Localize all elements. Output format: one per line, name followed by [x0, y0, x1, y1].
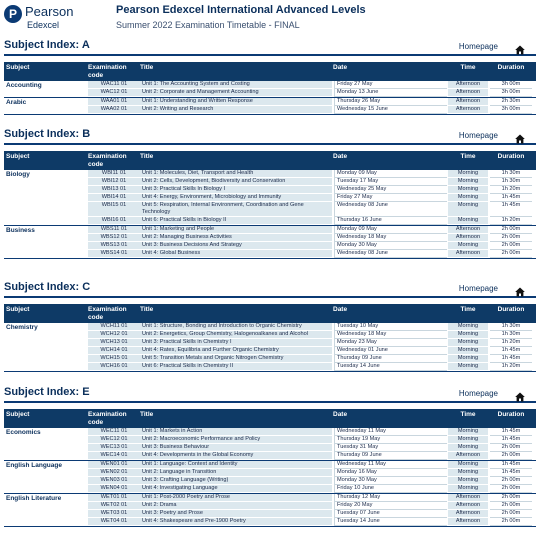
exam-duration: 1h 45m — [490, 347, 532, 355]
exam-date: Tuesday 14 June — [334, 518, 447, 526]
exam-duration: 2h 00m — [490, 502, 532, 510]
column-header-subject: Subject — [6, 153, 30, 160]
unit-title: Unit 4: Investigating Language — [140, 485, 332, 493]
exam-session: Morning — [448, 428, 488, 436]
exam-date: Thursday 12 May — [334, 494, 447, 502]
unit-title: Unit 1: Structure, Bonding and Introduction to Organic Chemistry — [140, 323, 332, 331]
homepage-link[interactable]: Homepage — [458, 284, 498, 293]
exam-duration: 2h 00m — [490, 242, 532, 250]
exam-duration: 3h 00m — [490, 81, 532, 89]
unit-title: Unit 2: Cells, Development, Biodiversity and Conservation — [140, 178, 332, 186]
exam-code: WEC11 01 — [88, 428, 140, 436]
exam-date: Wednesday 11 May — [334, 461, 447, 469]
column-header-subject: Subject — [6, 64, 30, 71]
exam-session: Afternoon — [448, 494, 488, 502]
exam-date: Monday 09 May — [334, 226, 447, 234]
unit-title: Unit 1: Understanding and Written Response — [140, 98, 332, 106]
table-row — [4, 250, 536, 258]
document-title: Pearson Edexcel International Advanced Levels — [116, 4, 366, 16]
column-header-time: Time — [460, 64, 476, 71]
section-title: Subject Index: E — [4, 386, 90, 398]
table-row — [4, 363, 536, 371]
exam-date: Friday 20 May — [334, 502, 447, 510]
subject-group — [4, 226, 536, 259]
unit-title: Unit 2: Managing Business Activities — [140, 234, 332, 242]
section-header — [4, 39, 536, 56]
table-row — [4, 178, 536, 186]
exam-date: Tuesday 10 May — [334, 323, 447, 331]
home-icon[interactable] — [515, 42, 525, 52]
section-title: Subject Index: B — [4, 128, 91, 140]
exam-code: WAC11 01 — [88, 81, 140, 89]
home-icon[interactable] — [515, 389, 525, 399]
exam-session: Morning — [448, 186, 488, 194]
section-header — [4, 281, 536, 298]
exam-code: WET01 01 — [88, 494, 140, 502]
pearson-logo-mark: P — [4, 5, 22, 23]
exam-session: Afternoon — [448, 89, 488, 97]
table-row — [4, 217, 536, 225]
exam-duration: 2h 30m — [490, 98, 532, 106]
subject-name: Biology — [6, 171, 30, 178]
section-title: Subject Index: A — [4, 39, 90, 51]
unit-title: Unit 6: Practical Skills in Biology II — [140, 217, 332, 225]
exam-code: WBI15 01 — [88, 202, 140, 217]
exam-duration: 2h 00m — [490, 510, 532, 518]
exam-date: Friday 10 June — [334, 485, 447, 493]
table-row — [4, 436, 536, 444]
table-row — [4, 202, 536, 217]
table-row — [4, 234, 536, 242]
table-header — [4, 62, 536, 81]
exam-session: Morning — [448, 444, 488, 452]
exam-duration: 1h 45m — [490, 469, 532, 477]
table-row — [4, 242, 536, 250]
exam-date: Wednesday 18 May — [334, 234, 447, 242]
exam-session: Morning — [448, 485, 488, 493]
exam-duration: 2h 00m — [490, 494, 532, 502]
exam-code: WBI14 01 — [88, 194, 140, 202]
section-title: Subject Index: C — [4, 281, 91, 293]
unit-title: Unit 2: Writing and Research — [140, 106, 332, 114]
table-row — [4, 194, 536, 202]
exam-date: Wednesday 08 June — [334, 202, 447, 217]
brand-name: Pearson — [25, 4, 74, 19]
exam-code: WEN03 01 — [88, 477, 140, 485]
exam-code: WAA01 01 — [88, 98, 140, 106]
exam-date: Friday 27 May — [334, 194, 447, 202]
table-row — [4, 502, 536, 510]
unit-title: Unit 3: Business Decisions And Strategy — [140, 242, 332, 250]
table-row — [4, 226, 536, 234]
exam-code: WAC12 01 — [88, 89, 140, 97]
unit-title: Unit 3: Practical Skills in Chemistry I — [140, 339, 332, 347]
exam-duration: 1h 45m — [490, 436, 532, 444]
exam-session: Afternoon — [448, 510, 488, 518]
subject-index-section — [4, 39, 536, 115]
brand-subname: Edexcel — [27, 20, 60, 30]
exam-duration: 2h 00m — [490, 444, 532, 452]
exam-duration: 1h 45m — [490, 428, 532, 436]
column-header-title: Title — [140, 153, 154, 160]
exam-code: WAA02 01 — [88, 106, 140, 114]
exam-duration: 1h 30m — [490, 170, 532, 178]
column-header-time: Time — [460, 153, 476, 160]
exam-date: Thursday 16 June — [334, 217, 447, 225]
exam-session: Morning — [448, 339, 488, 347]
subject-group — [4, 98, 536, 115]
exam-date: Wednesday 01 June — [334, 347, 447, 355]
table-row — [4, 518, 536, 526]
column-header-subject: Subject — [6, 306, 30, 313]
exam-duration: 3h 00m — [490, 106, 532, 114]
unit-title: Unit 1: The Accounting System and Costing — [140, 81, 332, 89]
table-header — [4, 151, 536, 170]
unit-title: Unit 4: Energy, Environment, Microbiology and Immunity — [140, 194, 332, 202]
subject-group — [4, 170, 536, 226]
exam-code: WBI12 01 — [88, 178, 140, 186]
table-row — [4, 485, 536, 493]
table-row — [4, 510, 536, 518]
exam-code: WCH12 01 — [88, 331, 140, 339]
homepage-link[interactable]: Homepage — [458, 131, 498, 140]
table-row — [4, 89, 536, 97]
column-header-duration: Duration — [497, 64, 525, 71]
column-header-code: Examination code — [88, 64, 127, 79]
column-header-title: Title — [140, 306, 154, 313]
exam-session: Morning — [448, 436, 488, 444]
column-header-code: Examination code — [88, 411, 127, 426]
table-row — [4, 355, 536, 363]
exam-date: Wednesday 25 May — [334, 186, 447, 194]
table-row — [4, 494, 536, 502]
exam-duration: 1h 20m — [490, 339, 532, 347]
exam-code: WBS12 01 — [88, 234, 140, 242]
exam-duration: 1h 20m — [490, 363, 532, 371]
subject-group — [4, 323, 536, 372]
unit-title: Unit 1: Markets in Action — [140, 428, 332, 436]
subject-name: Chemistry — [6, 324, 38, 331]
column-header-date: Date — [333, 153, 348, 160]
column-header-subject: Subject — [6, 411, 30, 418]
unit-title: Unit 1: Language: Context and Identity — [140, 461, 332, 469]
exam-session: Morning — [448, 178, 488, 186]
subject-group — [4, 494, 536, 527]
exam-date: Thursday 19 May — [334, 436, 447, 444]
document-subtitle: Summer 2022 Examination Timetable - FINAL — [116, 20, 300, 30]
exam-code: WBS14 01 — [88, 250, 140, 258]
exam-date: Tuesday 07 June — [334, 510, 447, 518]
unit-title: Unit 3: Practical Skills In Biology I — [140, 186, 332, 194]
exam-duration: 2h 00m — [490, 452, 532, 460]
subject-index-section — [4, 281, 536, 372]
exam-session: Morning — [448, 194, 488, 202]
exam-code: WBI11 01 — [88, 170, 140, 178]
exam-date: Thursday 09 June — [334, 452, 447, 460]
exam-code: WEN04 01 — [88, 485, 140, 493]
exam-session: Morning — [448, 217, 488, 225]
column-header-date: Date — [333, 64, 348, 71]
exam-session: Afternoon — [448, 234, 488, 242]
column-header-code: Examination code — [88, 306, 127, 321]
exam-date: Monday 30 May — [334, 477, 447, 485]
table-row — [4, 81, 536, 89]
subject-name: English Literature — [6, 495, 62, 502]
exam-session: Afternoon — [448, 106, 488, 114]
table-row — [4, 428, 536, 436]
exam-session: Morning — [448, 331, 488, 339]
exam-date: Monday 30 May — [334, 242, 447, 250]
exam-session: Afternoon — [448, 226, 488, 234]
exam-duration: 1h 45m — [490, 461, 532, 469]
exam-code: WBS11 01 — [88, 226, 140, 234]
exam-duration: 1h 20m — [490, 217, 532, 225]
exam-code: WBI13 01 — [88, 186, 140, 194]
exam-duration: 2h 00m — [490, 250, 532, 258]
subject-name: Accounting — [6, 82, 42, 89]
exam-date: Tuesday 31 May — [334, 444, 447, 452]
exam-code: WEN01 01 — [88, 461, 140, 469]
exam-duration: 2h 00m — [490, 485, 532, 493]
exam-session: Morning — [448, 170, 488, 178]
exam-session: Morning — [448, 202, 488, 217]
unit-title: Unit 2: Macroeconomic Performance and Policy — [140, 436, 332, 444]
table-row — [4, 186, 536, 194]
exam-session: Afternoon — [448, 250, 488, 258]
exam-session: Morning — [448, 469, 488, 477]
exam-date: Tuesday 17 May — [334, 178, 447, 186]
exam-date: Wednesday 08 June — [334, 250, 447, 258]
column-header-time: Time — [460, 411, 476, 418]
section-header — [4, 386, 536, 403]
unit-title: Unit 1: Molecules, Diet, Transport and Health — [140, 170, 332, 178]
subject-name: Arabic — [6, 99, 27, 106]
home-icon[interactable] — [515, 284, 525, 294]
exam-duration: 1h 20m — [490, 186, 532, 194]
unit-title: Unit 5: Respiration, Internal Environment, Coordination and Gene Technology — [140, 202, 332, 217]
subject-name: English Language — [6, 462, 62, 469]
exam-date: Monday 16 May — [334, 469, 447, 477]
exam-duration: 2h 00m — [490, 226, 532, 234]
exam-date: Monday 09 May — [334, 170, 447, 178]
subject-index-section — [4, 386, 536, 527]
unit-title: Unit 3: Business Behaviour — [140, 444, 332, 452]
table-row — [4, 469, 536, 477]
exam-session: Morning — [448, 347, 488, 355]
unit-title: Unit 4: Developments in the Global Economy — [140, 452, 332, 460]
exam-code: WCH13 01 — [88, 339, 140, 347]
table-header — [4, 304, 536, 323]
table-row — [4, 98, 536, 106]
exam-code: WBI16 01 — [88, 217, 140, 225]
unit-title: Unit 4: Shakespeare and Pre-1900 Poetry — [140, 518, 332, 526]
unit-title: Unit 2: Energetics, Group Chemistry, Halogenoalkanes and Alcohol — [140, 331, 332, 339]
exam-code: WEC14 01 — [88, 452, 140, 460]
exam-duration: 2h 00m — [490, 477, 532, 485]
table-row — [4, 452, 536, 460]
table-row — [4, 331, 536, 339]
exam-code: WEC13 01 — [88, 444, 140, 452]
exam-duration: 3h 00m — [490, 89, 532, 97]
unit-title: Unit 1: Post-2000 Poetry and Prose — [140, 494, 332, 502]
table-row — [4, 323, 536, 331]
column-header-time: Time — [460, 306, 476, 313]
exam-code: WCH15 01 — [88, 355, 140, 363]
exam-date: Wednesday 18 May — [334, 331, 447, 339]
table-row — [4, 347, 536, 355]
exam-duration: 1h 45m — [490, 355, 532, 363]
exam-session: Morning — [448, 323, 488, 331]
subject-group — [4, 461, 536, 494]
exam-code: WCH14 01 — [88, 347, 140, 355]
subject-group — [4, 428, 536, 461]
exam-date: Friday 27 May — [334, 81, 447, 89]
column-header-title: Title — [140, 411, 154, 418]
unit-title: Unit 2: Corporate and Management Accounting — [140, 89, 332, 97]
homepage-link[interactable]: Homepage — [458, 42, 498, 51]
exam-session: Morning — [448, 477, 488, 485]
unit-title: Unit 4: Global Business — [140, 250, 332, 258]
exam-duration: 1h 30m — [490, 178, 532, 186]
table-row — [4, 170, 536, 178]
exam-session: Morning — [448, 355, 488, 363]
exam-code: WET03 01 — [88, 510, 140, 518]
unit-title: Unit 1: Marketing and People — [140, 226, 332, 234]
column-header-duration: Duration — [497, 153, 525, 160]
exam-code: WET04 01 — [88, 518, 140, 526]
exam-duration: 2h 00m — [490, 518, 532, 526]
exam-session: Morning — [448, 363, 488, 371]
home-icon[interactable] — [515, 131, 525, 141]
column-header-title: Title — [140, 64, 154, 71]
column-header-date: Date — [333, 306, 348, 313]
column-header-date: Date — [333, 411, 348, 418]
exam-date: Thursday 26 May — [334, 98, 447, 106]
exam-code: WBS13 01 — [88, 242, 140, 250]
unit-title: Unit 5: Transition Metals and Organic Nitrogen Chemistry — [140, 355, 332, 363]
unit-title: Unit 3: Crafting Language (Writing) — [140, 477, 332, 485]
exam-session: Afternoon — [448, 518, 488, 526]
exam-code: WEN02 01 — [88, 469, 140, 477]
exam-session: Afternoon — [448, 81, 488, 89]
exam-date: Monday 23 May — [334, 339, 447, 347]
exam-session: Morning — [448, 242, 488, 250]
section-header — [4, 128, 536, 145]
exam-duration: 1h 30m — [490, 331, 532, 339]
unit-title: Unit 3: Poetry and Prose — [140, 510, 332, 518]
table-row — [4, 461, 536, 469]
table-row — [4, 339, 536, 347]
unit-title: Unit 6: Practical Skills in Chemistry II — [140, 363, 332, 371]
table-row — [4, 106, 536, 114]
column-header-duration: Duration — [497, 411, 525, 418]
unit-title: Unit 2: Language in Transition — [140, 469, 332, 477]
exam-code: WET02 01 — [88, 502, 140, 510]
subject-index-section — [4, 128, 536, 259]
exam-session: Afternoon — [448, 502, 488, 510]
homepage-link[interactable]: Homepage — [458, 389, 498, 398]
exam-session: Afternoon — [448, 452, 488, 460]
exam-date: Wednesday 11 May — [334, 428, 447, 436]
table-row — [4, 444, 536, 452]
exam-duration: 1h 45m — [490, 202, 532, 217]
exam-date: Thursday 09 June — [334, 355, 447, 363]
unit-title: Unit 2: Drama — [140, 502, 332, 510]
exam-code: WEC12 01 — [88, 436, 140, 444]
exam-session: Afternoon — [448, 98, 488, 106]
unit-title: Unit 4: Rates, Equilibria and Further Organic Chemistry — [140, 347, 332, 355]
exam-duration: 2h 00m — [490, 234, 532, 242]
exam-date: Monday 13 June — [334, 89, 447, 97]
exam-session: Morning — [448, 461, 488, 469]
subject-group — [4, 81, 536, 98]
exam-code: WCH11 01 — [88, 323, 140, 331]
subject-name: Business — [6, 227, 35, 234]
column-header-duration: Duration — [497, 306, 525, 313]
exam-date: Tuesday 14 June — [334, 363, 447, 371]
exam-date: Wednesday 15 June — [334, 106, 447, 114]
document-header — [0, 0, 540, 38]
exam-code: WCH16 01 — [88, 363, 140, 371]
table-row — [4, 477, 536, 485]
exam-duration: 1h 45m — [490, 194, 532, 202]
column-header-code: Examination code — [88, 153, 127, 168]
table-header — [4, 409, 536, 428]
exam-duration: 1h 30m — [490, 323, 532, 331]
subject-name: Economics — [6, 429, 41, 436]
